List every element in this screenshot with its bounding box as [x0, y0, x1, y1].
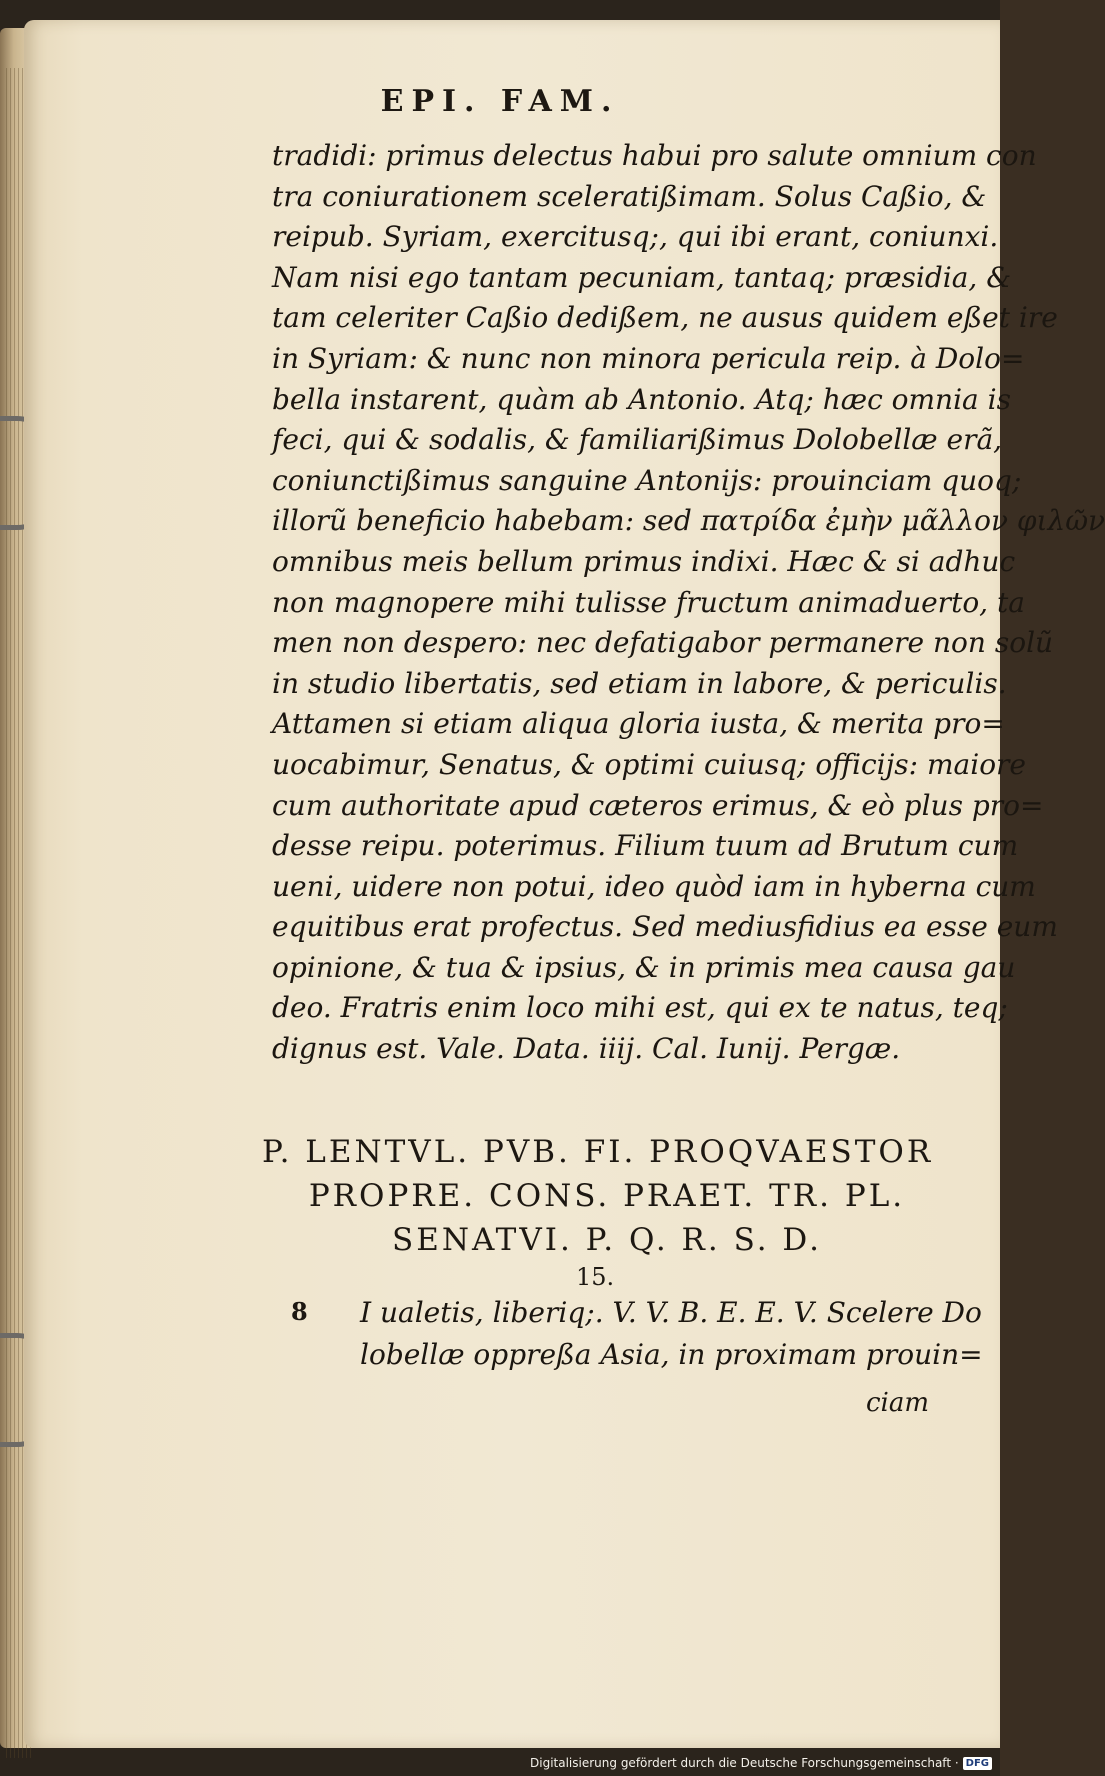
letter-body — [272, 136, 1105, 1070]
letter-number: 15. — [576, 1263, 615, 1291]
text-line: men non despero: nec defatigabor permanere non solũ — [272, 626, 1054, 660]
text-line: tra coniurationem sceleratißimam. Solus Caßio, & — [272, 179, 987, 213]
text-line: tradidi: primus delectus habui pro salute omnium con — [272, 139, 1037, 172]
text-line: equitibus erat profectus. Sed mediusfidius ea esse eum — [272, 910, 1058, 944]
text-line: ueni, uidere non potui, ideo quòd iam in hyberna cum — [272, 869, 1036, 903]
text-line: non magnopere mihi tulisse fructum animaduerto, ta — [272, 585, 1025, 619]
text-line: uocabimur, Senatus, & optimi cuiusq; officijs: maiore — [272, 747, 1027, 781]
text-line: omnibus meis bellum primus indixi. Hæc & si adhuc — [272, 544, 1016, 578]
catchword: ciam — [866, 1388, 930, 1418]
text-line: reipub. Syriam, exercitusq;, qui ibi erant, coniunxi. — [272, 220, 999, 254]
text-line: dignus est. Vale. Data. iiij. Cal. Iunij. Pergæ. — [272, 1032, 901, 1066]
text-line: illorũ beneficio habebam: sed πατρίδα ἐμὴν μᾶλλον φιλῶν — [272, 504, 1105, 538]
text-line: deo. Fratris enim loco mihi est, qui ex te natus, teq; — [272, 991, 1008, 1025]
running-head: EPI. FAM. — [380, 84, 620, 119]
heading-line: SENATVI. P. Q. R. S. D. — [391, 1222, 823, 1258]
text-line: desse reipu. poterimus. Filium tuum ad Brutum cum — [272, 829, 1019, 863]
credit-text: Digitalisierung gefördert durch die Deutsche Forschungsgemeinschaft · — [530, 1756, 959, 1770]
text-line: in Syriam: & nunc non minora pericula reip. à Dolo= — [272, 341, 1025, 375]
heading-line: P. LENTVL. PVB. FI. PROQVAESTOR — [262, 1134, 934, 1170]
text-line: I ualetis, liberiq;. V. V. B. E. E. V. Scelere Do — [360, 1296, 982, 1329]
digitization-credit — [530, 1752, 992, 1774]
text-line: in studio libertatis, sed etiam in labore, & periculis. — [272, 666, 1007, 700]
text-line: Attamen si etiam aliqua gloria iusta, & merita pro= — [272, 707, 1005, 741]
text-line: opinione, & tua & ipsius, & in primis mea causa gau — [272, 950, 1016, 984]
text-line: bella instarent, quàm ab Antonio. Atq; hæc omnia is — [272, 382, 1011, 416]
text-line: Nam nisi ego tantam pecuniam, tantaq; præsidia, & — [272, 260, 1012, 294]
text-line: cum authoritate apud cæteros erimus, & eò plus pro= — [272, 788, 1044, 822]
text-line: coniunctißimus sanguine Antonijs: prouinciam quoq; — [272, 463, 1022, 497]
heading-line: PROPRE. CONS. PRAET. TR. PL. — [308, 1178, 906, 1214]
letter-opening — [360, 1292, 983, 1376]
margin-mark: 8 — [291, 1297, 308, 1326]
dfg-logo: DFG — [963, 1757, 992, 1770]
text-line: feci, qui & sodalis, & familiarißimus Dolobellæ erã, — [272, 423, 1003, 457]
text-line: tam celeriter Caßio dedißem, ne ausus quidem eßet ire — [272, 301, 1058, 335]
letter-heading — [262, 1130, 952, 1262]
text-line: lobellæ oppreßa Asia, in proximam prouin= — [360, 1338, 983, 1371]
